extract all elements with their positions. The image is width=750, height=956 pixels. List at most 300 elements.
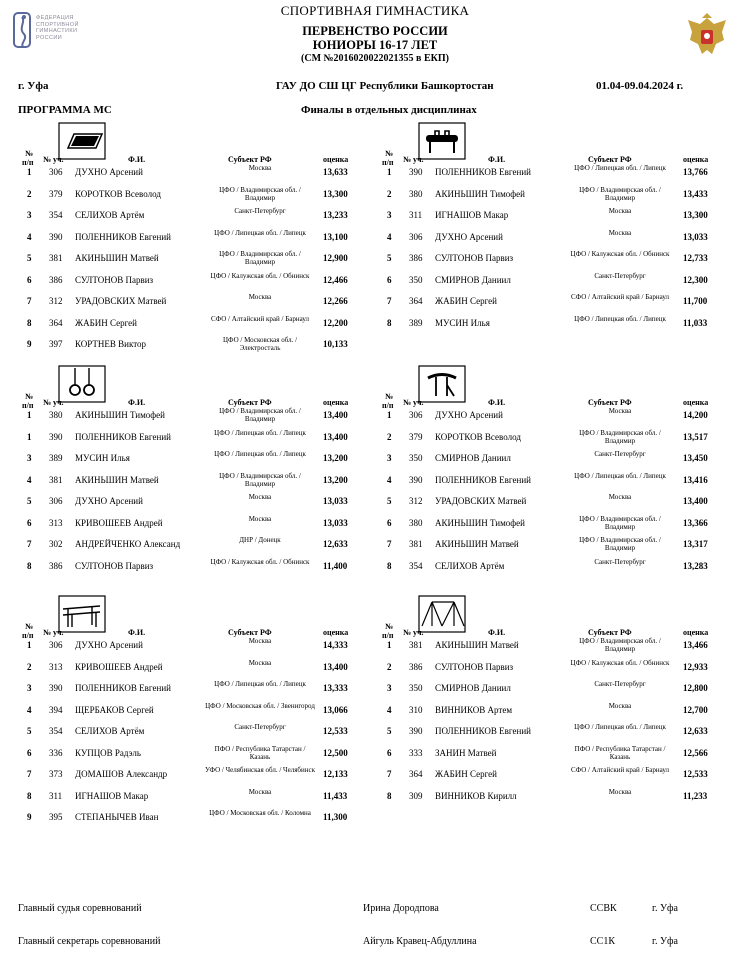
table-row: [378, 515, 750, 537]
col-region-header: Субъект РФ: [588, 398, 632, 407]
chief-secretary-role: Главный секретарь соревнований: [18, 936, 161, 947]
sport-title: СПОРТИВНАЯ ГИМНАСТИКА: [280, 3, 470, 18]
table-row: [378, 637, 750, 659]
place: 2: [27, 188, 32, 199]
table-row: [18, 493, 390, 515]
participant-number: 336: [49, 747, 63, 758]
panel-pommel-horse: [378, 127, 750, 367]
panel-high-bar: [378, 600, 750, 840]
score: 13,033: [323, 496, 348, 506]
participant-number: 381: [49, 474, 63, 485]
event-category: ЮНИОРЫ 16-17 ЛЕТ: [312, 38, 438, 52]
participant-number: 350: [409, 683, 423, 693]
participant-number: 313: [49, 661, 63, 672]
chief-judge-name: Ирина Дородпова: [363, 903, 439, 914]
table-row: [18, 272, 390, 294]
region: ПФО / Республика Татарстан / Казань: [574, 744, 666, 761]
chief-judge-role: Главный судья соревнований: [18, 903, 142, 914]
region: ЦФО / Владимирская обл. / Владимир: [579, 185, 661, 202]
score: 12,900: [323, 253, 348, 263]
col-num-header: №: [25, 149, 34, 158]
col-region-header: Субъект РФ: [588, 628, 632, 637]
table-row: [18, 809, 390, 831]
col-num-sub-header: п/п: [382, 401, 394, 410]
place: 1: [27, 640, 32, 650]
participant-number: 381: [409, 640, 423, 650]
participant-number: 312: [409, 496, 423, 506]
col-num-header: №: [25, 392, 34, 401]
score: 12,733: [683, 253, 708, 263]
table-row: [378, 536, 750, 558]
participant-number: 333: [409, 747, 423, 758]
athlete-name: ДУХНО Арсений: [435, 410, 503, 420]
table-row: [378, 766, 750, 788]
participant-number: 379: [409, 431, 423, 442]
col-name-header: Ф.И.: [488, 155, 506, 164]
region: Москва: [248, 164, 272, 172]
score: 12,200: [323, 317, 348, 328]
score: 12,933: [683, 661, 708, 672]
score: 12,500: [323, 747, 348, 758]
participant-number: 386: [409, 253, 423, 263]
region: ЦФО / Владимирская обл. / Владимир: [579, 637, 661, 653]
table-row: [378, 723, 750, 745]
score: 13,300: [683, 210, 708, 220]
region: Москва: [608, 493, 632, 501]
score: 13,200: [323, 453, 348, 463]
participant-number: 386: [49, 274, 63, 285]
athlete-name: МУСИН Илья: [75, 453, 130, 463]
region: ЦФО / Липецкая обл. / Липецк: [574, 471, 666, 480]
athlete-name: СУЛТОНОВ Парвиз: [75, 560, 154, 571]
table-row: [378, 293, 750, 315]
participant-number: 390: [409, 726, 423, 736]
participant-number: 380: [409, 188, 423, 199]
place: 4: [27, 474, 32, 485]
col-name-header: Ф.И.: [128, 628, 146, 637]
region: ЦФО / Калужская обл. / Обнинск: [210, 557, 310, 566]
col-score-header: оценка: [323, 155, 349, 164]
participant-number: 311: [409, 210, 423, 220]
athlete-name: ВИННИКОВ Кирилл: [435, 790, 517, 801]
col-region-header: Субъект РФ: [228, 155, 272, 164]
participant-number: 379: [49, 188, 63, 199]
place: 6: [27, 747, 32, 758]
panel-rings: [18, 370, 390, 610]
region: Санкт-Петербург: [234, 207, 286, 215]
table-row: [378, 493, 750, 515]
region: УФО / Челябинская обл. / Челябинск: [205, 766, 315, 774]
region: Санкт-Петербург: [594, 450, 646, 458]
score: 13,416: [683, 474, 708, 485]
athlete-name: ПОЛЕННИКОВ Евгений: [75, 231, 171, 242]
table-row: [378, 450, 750, 472]
participant-number: 311: [49, 790, 63, 801]
score: 13,033: [683, 231, 708, 242]
stage: Финалы в отдельных дисциплинах: [301, 104, 477, 116]
score: 13,633: [323, 167, 348, 177]
event-title: [0, 24, 750, 66]
col-name-header: Ф.И.: [128, 398, 146, 407]
table-row: [378, 164, 750, 186]
region: ЦФО / Московская обл. / Звенигород: [205, 701, 315, 710]
place: 8: [27, 790, 32, 801]
place: 4: [387, 474, 392, 485]
place: 5: [387, 496, 392, 506]
participant-number: 390: [49, 431, 63, 442]
athlete-name: ЖАБИН Сергей: [435, 769, 497, 779]
table-row: [378, 272, 750, 294]
athlete-name: АКИНЬШИН Матвей: [75, 253, 159, 263]
place: 8: [387, 317, 392, 328]
place: 1: [387, 410, 392, 420]
participant-number: 302: [49, 539, 63, 549]
athlete-name: АКИНЬШИН Матвей: [435, 640, 519, 650]
athlete-name: ЗАНИН Матвей: [435, 747, 497, 758]
chief-judge-category: ССВК: [590, 903, 617, 914]
region: ЦФО / Калужская обл. / Обнинск: [210, 271, 310, 280]
col-region-header: Субъект РФ: [228, 628, 272, 637]
athlete-name: АКИНЬШИН Матвей: [75, 474, 159, 485]
participant-number: 386: [49, 560, 63, 571]
table-row: [18, 558, 390, 580]
table-row: [18, 766, 390, 788]
region: ЦФО / Владимирская обл. / Владимир: [219, 407, 301, 423]
place: 8: [27, 560, 32, 571]
region: Санкт-Петербург: [594, 271, 646, 280]
region: СФО / Алтайский край / Барнаул: [570, 766, 670, 774]
score: 11,400: [323, 560, 348, 571]
score: 11,433: [323, 790, 348, 801]
score: 13,300: [323, 188, 348, 199]
table-row: [18, 659, 390, 681]
table-row: [18, 745, 390, 767]
col-name-header: Ф.И.: [488, 628, 506, 637]
score: 12,800: [683, 683, 708, 693]
results-rows: [378, 407, 750, 579]
score: 13,366: [683, 517, 708, 528]
table-row: [18, 450, 390, 472]
score: 13,450: [683, 453, 708, 463]
place: 9: [27, 812, 32, 822]
place: 2: [387, 188, 392, 199]
region: ДНР / Донецк: [239, 536, 281, 544]
table-row: [18, 229, 390, 251]
participant-number: 381: [409, 539, 423, 549]
col-num-sub-header: п/п: [382, 158, 394, 167]
table-row: [18, 515, 390, 537]
col-participant-header: № уч.: [43, 628, 64, 637]
place: 6: [387, 517, 392, 528]
col-score-header: оценка: [683, 398, 709, 407]
region: Санкт-Петербург: [594, 557, 646, 566]
score: 14,333: [323, 640, 348, 650]
participant-number: 312: [49, 296, 63, 306]
score: 13,400: [683, 496, 708, 506]
region: ЦФО / Владимирская обл. / Владимир: [579, 428, 661, 445]
table-row: [378, 745, 750, 767]
score: 13,100: [323, 231, 348, 242]
table-row: [18, 680, 390, 702]
region: ЦФО / Липецкая обл. / Липецк: [214, 680, 306, 688]
table-row: [378, 558, 750, 580]
athlete-name: АКИНЬШИН Матвей: [435, 539, 519, 549]
athlete-name: КОРТНЕВ Виктор: [75, 339, 147, 349]
region: ЦФО / Владимирская обл. / Владимир: [579, 514, 661, 531]
athlete-name: СУЛТОНОВ Парвиз: [435, 253, 514, 263]
athlete-name: СМИРНОВ Даниил: [435, 274, 511, 285]
athlete-name: ДУХНО Арсений: [75, 496, 143, 506]
score: 12,633: [683, 726, 708, 736]
place: 7: [27, 769, 32, 779]
athlete-name: СМИРНОВ Даниил: [435, 453, 511, 463]
place: 2: [387, 431, 392, 442]
col-num-header: №: [385, 149, 394, 158]
col-participant-header: № уч.: [43, 155, 64, 164]
score: 13,517: [683, 431, 708, 442]
athlete-name: КУПЦОВ Радэль: [75, 747, 141, 758]
region: ЦФО / Липецкая обл. / Липецк: [574, 723, 666, 731]
region: ЦФО / Владимирская обл. / Владимир: [219, 250, 301, 266]
participant-number: 390: [409, 167, 423, 177]
athlete-name: УРАДОВСКИХ Матвей: [75, 296, 167, 306]
place: 4: [27, 231, 32, 242]
region: Москва: [248, 493, 272, 501]
region: Москва: [608, 407, 632, 415]
participant-number: 380: [49, 410, 63, 420]
participant-number: 309: [409, 790, 423, 801]
athlete-name: ПОЛЕННИКОВ Евгений: [435, 167, 531, 177]
col-score-header: оценка: [683, 628, 709, 637]
score: 13,333: [323, 683, 348, 693]
score: 13,066: [323, 704, 348, 715]
place: 9: [27, 339, 32, 349]
place: 6: [27, 517, 32, 528]
table-row: [378, 680, 750, 702]
place: 4: [387, 231, 392, 242]
col-num-header: №: [385, 622, 394, 631]
place: 5: [387, 253, 392, 263]
score: 13,283: [683, 560, 708, 571]
score: 13,233: [323, 210, 348, 220]
region: ЦФО / Владимирская обл. / Владимир: [579, 536, 661, 552]
participant-number: 354: [49, 726, 63, 736]
region: Санкт-Петербург: [594, 680, 646, 688]
region: Москва: [248, 637, 272, 645]
score: 11,700: [683, 296, 708, 306]
score: 11,033: [683, 317, 708, 328]
results-rows: [18, 164, 390, 358]
table-row: [18, 637, 390, 659]
score: 12,533: [683, 769, 708, 779]
athlete-name: АКИНЬШИН Тимофей: [435, 188, 525, 199]
place: 3: [387, 683, 392, 693]
athlete-name: АНДРЕЙЧЕНКО Александ: [75, 539, 181, 549]
score: 11,300: [323, 812, 348, 822]
athlete-name: СЕЛИХОВ Артём: [75, 210, 145, 220]
region: ЦФО / Липецкая обл. / Липецк: [214, 450, 306, 458]
participant-number: 310: [409, 704, 423, 715]
participant-number: 364: [409, 769, 423, 779]
participant-number: 390: [49, 683, 63, 693]
participant-number: 306: [409, 410, 423, 420]
score: 10,133: [323, 339, 348, 349]
table-row: [18, 164, 390, 186]
table-row: [18, 536, 390, 558]
score: 12,533: [323, 726, 348, 736]
region: Москва: [248, 658, 272, 667]
participant-number: 386: [409, 661, 423, 672]
athlete-name: СЕЛИХОВ Артём: [435, 560, 505, 571]
logo-text: ФЕДЕРАЦИЯ СПОРТИВНОЙ ГИМНАСТИКИ РОССИИ: [36, 15, 79, 41]
place: 5: [27, 726, 32, 736]
table-row: [378, 788, 750, 810]
score: 12,133: [323, 769, 348, 779]
athlete-name: ПОЛЕННИКОВ Евгений: [75, 431, 171, 442]
table-row: [18, 723, 390, 745]
col-participant-header: № уч.: [403, 155, 424, 164]
place: 1: [27, 410, 32, 420]
col-region-header: Субъект РФ: [588, 155, 632, 164]
participant-number: 354: [409, 560, 423, 571]
place: 1: [27, 167, 32, 177]
score: 13,433: [683, 188, 708, 199]
place: 3: [27, 683, 32, 693]
table-row: [18, 293, 390, 315]
athlete-name: СЕЛИХОВ Артём: [75, 726, 145, 736]
athlete-name: АКИНЬШИН Тимофей: [435, 517, 525, 528]
table-row: [18, 336, 390, 358]
score: 12,266: [323, 296, 348, 306]
region: Санкт-Петербург: [234, 723, 286, 731]
athlete-name: АКИНЬШИН Тимофей: [75, 410, 165, 420]
place: 7: [387, 296, 392, 306]
region: Москва: [608, 787, 632, 796]
score: 13,400: [323, 410, 348, 420]
place: 6: [27, 274, 32, 285]
program: ПРОГРАММА МС: [18, 104, 112, 116]
region: Москва: [248, 514, 272, 523]
table-row: [378, 229, 750, 251]
table-row: [378, 207, 750, 229]
col-participant-header: № уч.: [403, 628, 424, 637]
place: 6: [387, 274, 392, 285]
participant-number: 364: [49, 317, 63, 328]
score: 13,400: [323, 431, 348, 442]
table-row: [378, 186, 750, 208]
place: 3: [27, 210, 32, 220]
score: 14,200: [683, 410, 708, 420]
table-row: [378, 659, 750, 681]
region: ЦФО / Московская обл. / Электросталь: [222, 336, 298, 352]
table-row: [18, 702, 390, 724]
table-row: [18, 788, 390, 810]
participant-number: 313: [49, 517, 63, 528]
participant-number: 354: [49, 210, 63, 220]
event-ekp: (СМ №2016020022021355 в ЕКП): [301, 53, 449, 64]
participant-number: 390: [409, 474, 423, 485]
region: Москва: [608, 228, 632, 237]
table-row: [378, 702, 750, 724]
participant-number: 306: [49, 640, 63, 650]
place: 1: [27, 431, 32, 442]
col-num-header: №: [25, 622, 34, 631]
col-score-header: оценка: [323, 628, 349, 637]
score: 13,400: [323, 661, 348, 672]
place: 1: [387, 640, 392, 650]
table-row: [378, 250, 750, 272]
table-row: [18, 186, 390, 208]
score: 12,633: [323, 539, 348, 549]
col-score-header: оценка: [323, 398, 349, 407]
panel-vault: [378, 370, 750, 610]
chief-secretary-city: г. Уфа: [652, 936, 678, 947]
region: ЦФО / Липецкая обл. / Липецк: [574, 164, 666, 172]
region: СФО / Алтайский край / Барнаул: [570, 293, 670, 301]
region: ЦФО / Липецкая обл. / Липецк: [214, 428, 306, 437]
place: 7: [387, 539, 392, 549]
chief-judge-city: г. Уфа: [652, 903, 678, 914]
athlete-name: СУЛТОНОВ Парвиз: [435, 661, 514, 672]
athlete-name: СМИРНОВ Даниил: [435, 683, 511, 693]
participant-number: 306: [49, 167, 63, 177]
score: 13,466: [683, 640, 708, 650]
results-rows: [18, 637, 390, 831]
place: 8: [387, 560, 392, 571]
athlete-name: ПОЛЕННИКОВ Евгений: [435, 726, 531, 736]
athlete-name: ЖАБИН Сергей: [75, 317, 137, 328]
score: 12,566: [683, 747, 708, 758]
table-row: [18, 315, 390, 337]
col-name-header: Ф.И.: [488, 398, 506, 407]
score: 11,233: [683, 790, 708, 801]
col-num-sub-header: п/п: [22, 158, 34, 167]
participant-number: 395: [49, 812, 63, 822]
col-region-header: Субъект РФ: [228, 398, 272, 407]
athlete-name: ЖАБИН Сергей: [435, 296, 497, 306]
athlete-name: ДУХНО Арсений: [435, 231, 503, 242]
score: 13,200: [323, 474, 348, 485]
athlete-name: ДОМАШОВ Александр: [75, 769, 168, 779]
col-num-sub-header: п/п: [382, 631, 394, 640]
table-row: [18, 429, 390, 451]
col-num-sub-header: п/п: [22, 401, 34, 410]
results-rows: [378, 164, 750, 336]
event-name: ПЕРВЕНСТВО РОССИИ: [302, 24, 448, 38]
athlete-name: МУСИН Илья: [435, 317, 490, 328]
place: 7: [27, 296, 32, 306]
region: Москва: [248, 293, 272, 301]
region: ЦФО / Калужская обл. / Обнинск: [570, 250, 670, 258]
place: 5: [387, 726, 392, 736]
chief-secretary-category: СС1К: [590, 936, 616, 947]
panel-floor: [18, 127, 390, 367]
athlete-name: КРИВОШЕЕВ Андрей: [75, 661, 163, 672]
participant-number: 380: [409, 517, 423, 528]
score: 12,466: [323, 274, 348, 285]
score: 13,317: [683, 539, 708, 549]
region: Москва: [608, 701, 632, 710]
place: 3: [387, 453, 392, 463]
table-row: [18, 472, 390, 494]
athlete-name: ЩЕРБАКОВ Сергей: [75, 704, 154, 715]
participant-number: 364: [409, 296, 423, 306]
col-participant-header: № уч.: [403, 398, 424, 407]
participant-number: 397: [49, 339, 63, 349]
place: 6: [387, 747, 392, 758]
col-num-sub-header: п/п: [22, 631, 34, 640]
participant-number: 389: [409, 317, 423, 328]
